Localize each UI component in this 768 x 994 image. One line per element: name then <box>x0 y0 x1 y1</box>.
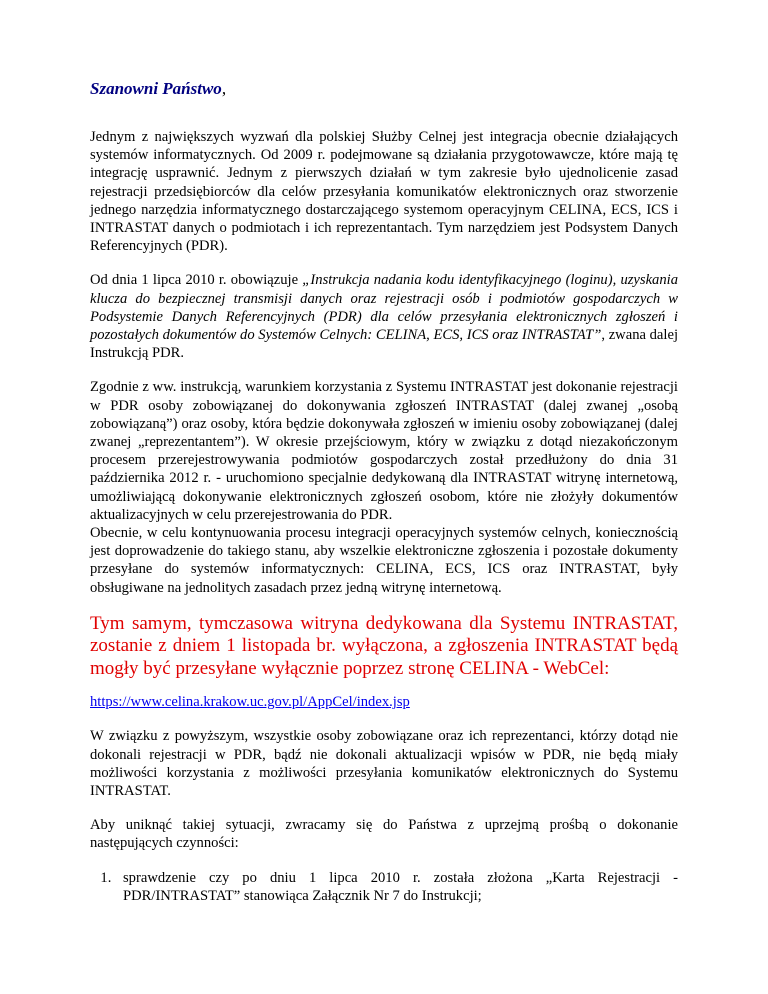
instruction-title: „Instrukcja nadania kodu identyfikacyjnego (loginu), uzyskania klucza do bezpiecznej transmisji danych oraz rejestracji osób i podmiotów gospodarczych w Podsystemie Danych Referencyjnych (PDR) dla celów przesyłania elektronicznych zgłoszeń i pozostałych dokumentów do Systemów Celnych: CELINA, ECS, ICS oraz INTRASTAT” <box>90 272 679 344</box>
paragraph-current: Obecnie, w celu kontynuowania procesu integracji operacyjnych systemów celnych, koniecznością jest doprowadzenie do takiego stanu, aby wszelkie elektroniczne zgłoszenia i pozostałe dokumenty przesyłane do systemów informatycznych: CELINA, ECS, ICS oraz INTRASTAT, były obsługiwane na jednolitych zasadach przez jedną witrynę internetową. <box>90 525 678 596</box>
instruction-prefix: Od dnia 1 lipca 2010 r. obowiązuje <box>90 272 303 289</box>
paragraph-registration: Zgodnie z ww. instrukcją, warunkiem korzystania z Systemu INTRASTAT jest dokonanie rejestracji w PDR osoby zobowiązanej do dokonywania zgłoszeń INTRASTAT (dalej zwanej „osobą zobowiązaną”) oraz osoby, która będzie dokonywała zgłoszeń w imieniu osoby zobowiązanej (dalej zwanej „reprezentantem”). W okresie przejściowym, który w związku z dotąd niezakończonym procesem przerejestrowywania podmiotów gospodarczych został przedłużony do dnia 31 października 2012 r. - uruchomiono specjalnie dedykowaną dla INTRASTAT witrynę internetową, umożliwiającą dokonywanie elektronicznych zgłoszeń osobom, które nie złożyły dokumentów aktualizacyjnych w celu przerejestrowania do PDR. <box>90 379 678 523</box>
paragraph-instruction <box>90 271 678 362</box>
celina-webcel-link[interactable]: https://www.celina.krakow.uc.gov.pl/AppCel/index.jsp <box>90 694 410 711</box>
paragraph-consequence: W związku z powyższym, wszystkie osoby zobowiązane oraz ich reprezentanci, którzy dotąd nie dokonali rejestracji w PDR, bądź nie dokonali aktualizacji wpisów w PDR, nie będą miały możliwości korzystania z możliwości przesyłania komunikatów elektronicznych do Systemu INTRASTAT. <box>90 728 678 799</box>
action-list <box>90 869 678 905</box>
closure-notice: Tym samym, tymczasowa witryna dedykowana dla Systemu INTRASTAT, zostanie z dniem 1 listopada br. wyłączona, a zgłoszenia INTRASTAT będą mogły być przesyłane wyłącznie poprzez stronę CELINA - WebCel: <box>90 612 678 679</box>
salutation-comma: , <box>221 79 227 98</box>
salutation-text: Szanowni Państwo <box>90 79 222 98</box>
paragraph-integration: Jednym z największych wyzwań dla polskiej Służby Celnej jest integracja obecnie działających systemów informatycznych. Od 2009 r. podejmowane są działania przygotowawcze, które mają tę integrację usprawnić. Jednym z pierwszych działań w tym zakresie było ujednolicenie zasad rejestracji przedsiębiorców dla celów przesyłania komunikatów elektronicznych oraz stworzenie jednego narzędzia informatycznego dostarczającego systemom operacyjnym CELINA, ECS, ICS i INTRASTAT danych o podmiotach i ich reprezentantach. Tym narzędziem jest Podsystem Danych Referencyjnych (PDR). <box>90 129 678 255</box>
list-item: 1. sprawdzenie czy po dniu 1 lipca 2010 r. została złożona „Karta Rejestracji - PDR/INTRASTAT” stanowiąca Załącznik Nr 7 do Instrukcji; <box>115 869 678 905</box>
instruction-suffix: , zwana dalej Instrukcją PDR. <box>90 327 678 362</box>
document-page <box>90 78 678 905</box>
salutation <box>90 78 678 100</box>
paragraph-request: Aby uniknąć takiej sytuacji, zwracamy się do Państwa z uprzejmą prośbą o dokonanie następujących czynności: <box>90 817 678 852</box>
